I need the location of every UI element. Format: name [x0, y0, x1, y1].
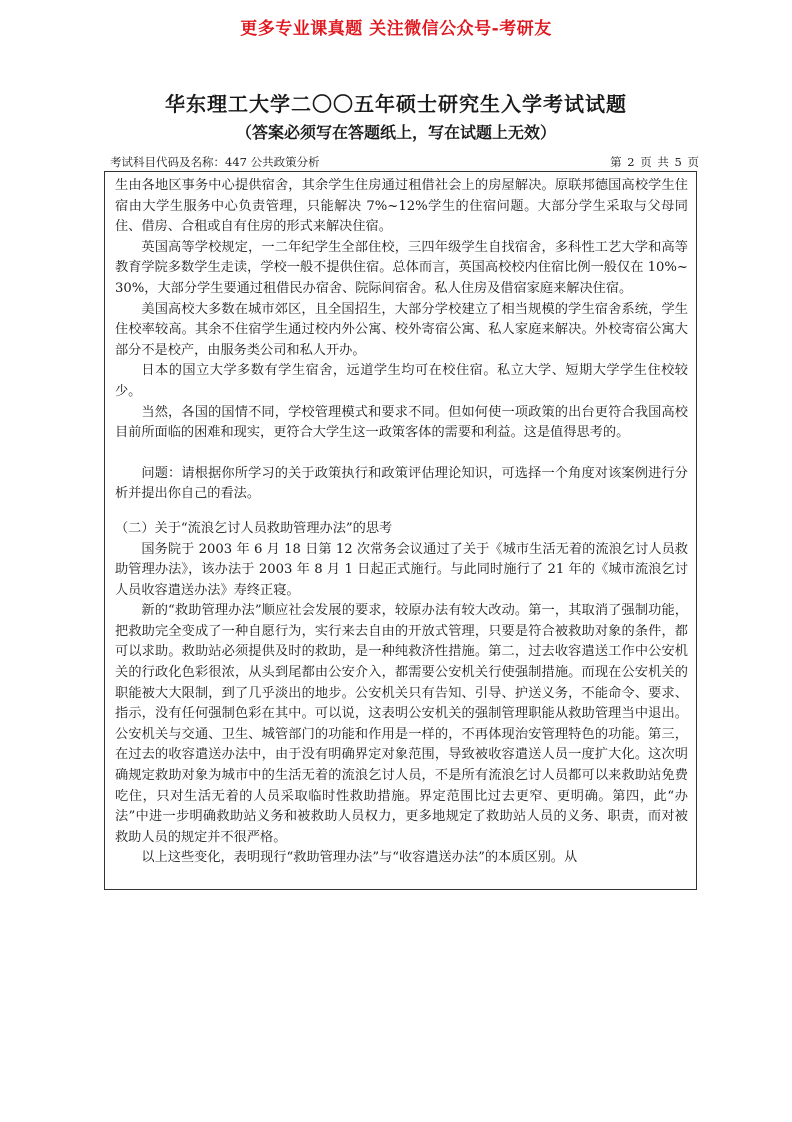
paragraph-state-council: 国务院于 2003 年 6 月 18 日第 12 次常务会议通过了关于《城市生活无着的流浪乞讨人员救助管理办法》，该办法于 2003 年 8 月 1 日起正式施行。与此同时施行了 21 年的《城市流浪乞讨人员收容遣送办法》寿终正寝。 — [115, 541, 688, 598]
paragraph-germany: 生由各地区事务中心提供宿舍，其余学生住房通过租借社会上的房屋解决。原联邦德国高校学生住宿由大学生服务中心负责管理，只能解决 7%~12%学生的住宿问题。大部分学生采取与父母同住、借房、合租或自有住房的形式来解决住宿。 — [115, 178, 688, 235]
paragraph-conclusion: 当然，各国的国情不同，学校管理模式和要求不同。但如何使一项政策的出台更符合我国高校目前所面临的困难和现实，更符合大学生这一政策客体的需要和利益。这是值得思考的。 — [115, 404, 688, 441]
exam-subtitle: （答案必须写在答题纸上，写在试题上无效） — [235, 123, 556, 142]
paragraph-changes: 新的“救助管理办法”顺应社会发展的要求，较原办法有较大改动。第一，其取消了强制功能，把救助完全变成了一种自愿行为，实行来去自由的开放式管理，只要是符合被救助对象的条件，都可以求助。救助站必须提供及时的救助，是一种纯救济性措施。第二，过去收容遣送工作中公安机关的行政化色彩很浓，从头到尾都由公安介入，都需要公安机关行使强制措施。而现在公安机关的职能被大大限制，到了几乎淡出的地步。公安机关只有告知、引导、护送义务，不能命令、要求、指示，没有任何强制色彩在其中。可以说，这表明公安机关的强制管理职能从救助管理当中退出。公安机关与交通、卫生、城管部门的功能和作用是一样的，不再体现治安管理特色的功能。第三，在过去的收容遣送办法中，由于没有明确界定对象范围，导致被收容遣送人员一度扩大化。这次明确规定救助对象为城市中的生活无着的流浪乞讨人员，不是所有流浪乞讨人员都可以来救助站免费吃住，只对生活无着的人员采取临时性救助措施。界定范围比过去更窄、更明确。第四，此“办法”中进一步明确救助站义务和被救助人员权力，更多地规定了救助站人员的义务、职责，而对被救助人员的规定并不很严格。 — [115, 603, 688, 845]
exam-info-row — [110, 154, 700, 170]
page-number: 第 2 页 共 5 页 — [610, 155, 700, 169]
paragraph-us: 美国高校大多数在城市郊区，且全国招生，大部分学校建立了相当规模的学生宿舍系统，学生住校率较高。其余不住宿学生通过校内外公寓、校外寄宿公寓、私人家庭来解决。外校寄宿公寓大部分不是校产，由服务类公司和私人开办。 — [115, 301, 688, 358]
section-heading: （二）关于“流浪乞讨人员救助管理办法”的思考 — [115, 520, 393, 536]
exam-title: 华东理工大学二〇〇五年硕士研究生入学考试试题 — [165, 92, 627, 116]
paragraph-summary: 以上这些变化，表明现行“救助管理办法”与“收容遣送办法”的本质区别。从 — [141, 850, 578, 866]
subject-code-name: 考试科目代码及名称：447 公共政策分析 — [110, 155, 320, 169]
promo-banner: 更多专业课真题 关注微信公众号-考研友 — [240, 19, 552, 39]
content-box — [104, 171, 697, 890]
paragraph-uk: 英国高等学校规定，一二年纪学生全部住校，三四年级学生自找宿舍，多科性工艺大学和高等教育学院多数学生走读，学校一般不提供住宿。总体而言，英国高校校内住宿比例一般仅在 10%~30%，大部分学生要通过租借民办宿舍、院际间宿舍。私人住房及借宿家庭来解决住宿。 — [115, 239, 688, 296]
paragraph-japan: 日本的国立大学多数有学生宿舍，远道学生均可在校住宿。私立大学、短期大学学生住校较少。 — [115, 363, 688, 399]
question-paragraph: 问题：请根据你所学习的关于政策执行和政策评估理论知识，可选择一个角度对该案例进行分析并提出你自己的看法。 — [115, 465, 688, 502]
